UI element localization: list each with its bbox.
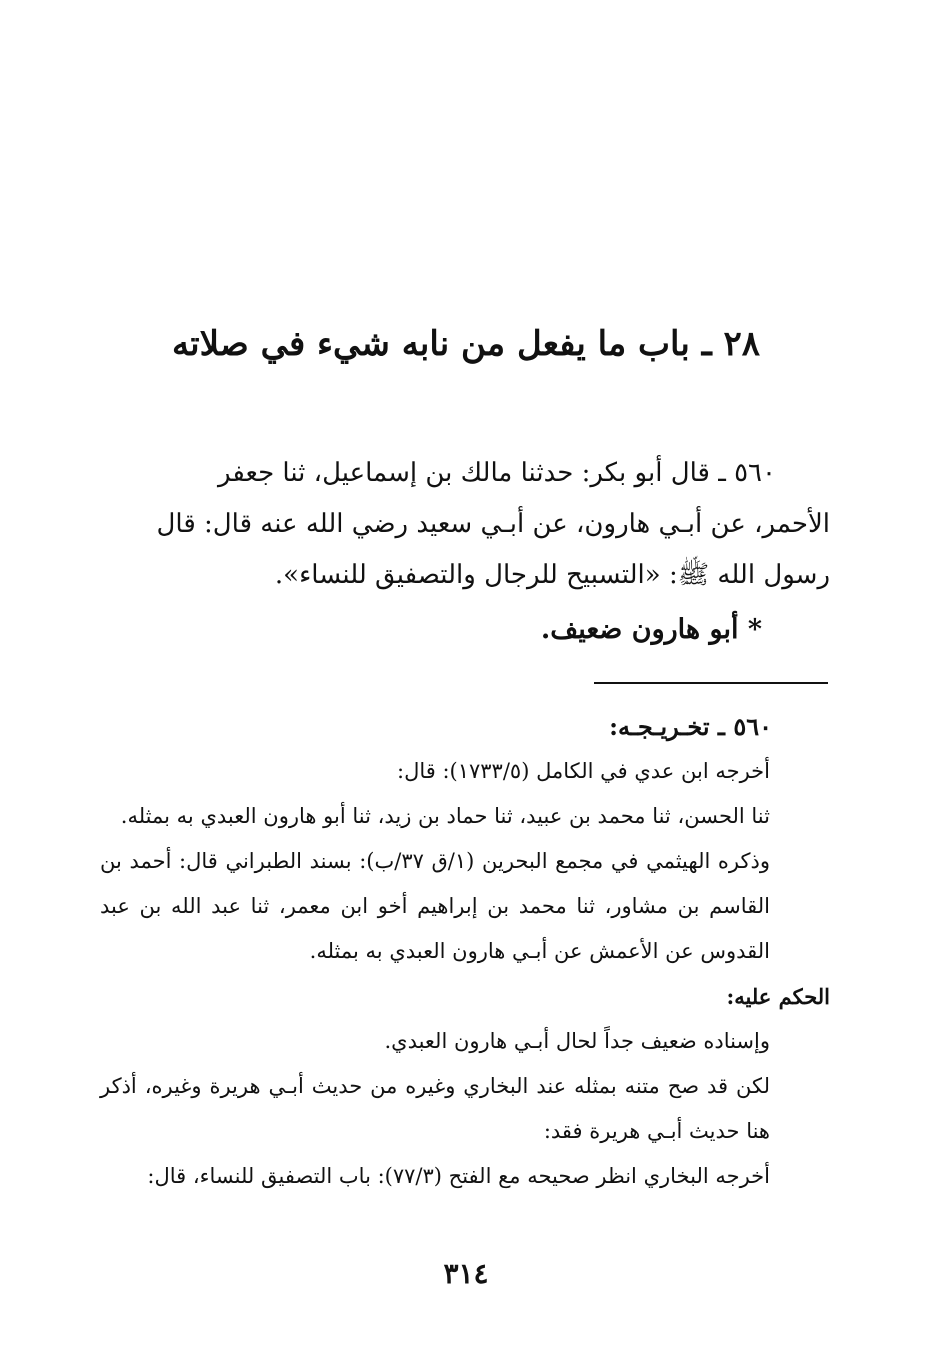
hadith-line-3: رسول الله ﷺ: «التسبيح للرجال والتصفيق للنساء». <box>274 560 830 590</box>
hadith-text <box>102 448 830 601</box>
footnote-divider <box>594 682 828 684</box>
takhrij-paragraph-2: ثنا الحسن، ثنا محمد بن عبيد، ثنا حماد بن زيد، ثنا أبو هارون العبدي به بمثله. <box>120 804 770 828</box>
takhrij-paragraph-3: وذكره الهيثمي في مجمع البحرين (١/ق ٣٧/ب): بسند الطبراني قال: أحمد بن القاسم بن مشاور، ثنا محمد بن إبراهيم أخو ابن معمر، ثنا عبد الله بن عبد القدوس عن الأعمش عن أبـي هارون العبدي به بمثله. <box>100 849 771 963</box>
takhrij-paragraph-1: أخرجه ابن عدي في الكامل (١٧٣٣/٥): قال: <box>397 759 770 783</box>
hadith-line-2: الأحمر، عن أبـي هارون، عن أبـي سعيد رضي الله عنه قال: قال <box>156 509 830 539</box>
page-number: ٣١٤ <box>443 1257 489 1290</box>
footnotes <box>100 704 830 1199</box>
ruling-paragraph-1: وإسناده ضعيف جداً لحال أبـي هارون العبدي. <box>384 1029 770 1053</box>
hadith-line-1: ٥٦٠ ـ قال أبو بكر: حدثنا مالك بن إسماعيل، ثنا جعفر <box>218 458 776 488</box>
ruling-heading: الحكم عليه: <box>726 984 830 1009</box>
takhrij-heading: ٥٦٠ ـ تخـريـجـه: <box>609 712 772 741</box>
hadith-ruling: * أبو هارون ضعيف. <box>540 614 762 645</box>
ruling-paragraph-2: لكن قد صح متنه بمثله عند البخاري وغيره من حديث أبـي هريرة وغيره، أذكر هنا حديث أبـي هريرة فقد: <box>100 1074 770 1143</box>
ruling-paragraph-3: أخرجه البخاري انظر صحيحه مع الفتح (٧٧/٣): باب التصفيق للنساء، قال: <box>147 1164 770 1188</box>
chapter-title: ٢٨ ـ باب ما يفعل من نابه شيء في صلاته <box>171 324 761 364</box>
